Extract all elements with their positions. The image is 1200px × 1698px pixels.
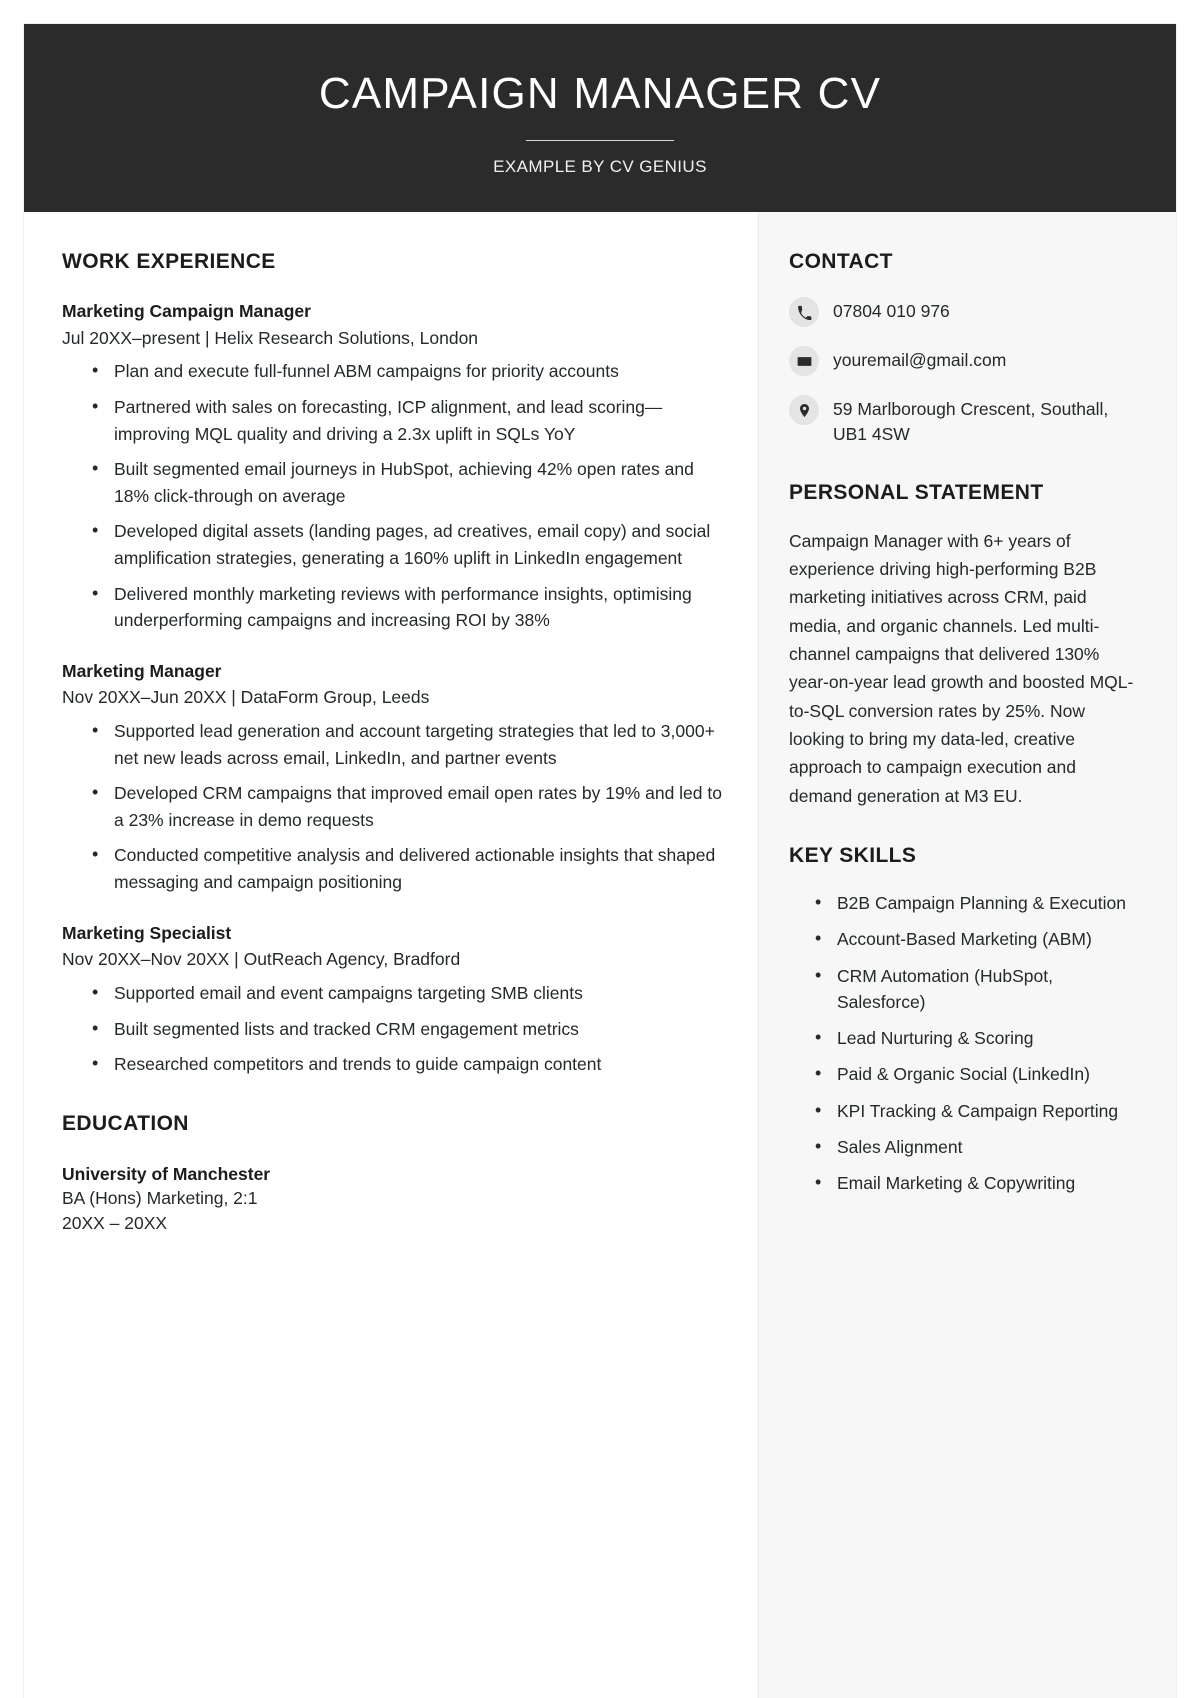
skill-item: • Account-Based Marketing (ABM)	[815, 926, 1142, 952]
key-skills-list	[789, 890, 1142, 1196]
header-divider	[526, 140, 674, 141]
cv-header	[24, 24, 1176, 212]
key-skills-section	[789, 844, 1142, 1196]
cv-document	[24, 24, 1176, 1698]
job-bullet: • Researched competitors and trends to guide campaign content	[92, 1051, 724, 1078]
job-meta: Jul 20XX–present | Helix Research Solutions, London	[62, 327, 479, 348]
skill-item: • Sales Alignment	[815, 1134, 1142, 1160]
skill-item: • Paid & Organic Social (LinkedIn)	[815, 1061, 1142, 1087]
contact-address-row	[789, 394, 1142, 447]
job-bullet: • Developed CRM campaigns that improved email open rates by 19% and led to a 23% increase in demo requests	[92, 780, 724, 833]
job-title: Marketing Manager	[62, 660, 222, 681]
contact-email-text[interactable]: youremail@gmail.com	[833, 350, 1007, 370]
personal-statement-title: PERSONAL STATEMENT	[789, 480, 1044, 504]
job-bullets	[62, 980, 724, 1078]
job-bullets	[62, 358, 724, 633]
job-meta: Nov 20XX–Jun 20XX | DataForm Group, Leeds	[62, 687, 430, 708]
education-dates: 20XX – 20XX	[62, 1212, 168, 1233]
personal-statement-section	[789, 481, 1142, 810]
contact-phone-row	[789, 296, 1142, 327]
phone-icon	[789, 297, 819, 327]
education-section	[62, 1112, 724, 1236]
key-skills-title: KEY SKILLS	[789, 844, 917, 868]
contact-email-row	[789, 345, 1142, 376]
job-title: Marketing Campaign Manager	[62, 301, 311, 321]
job-meta: Nov 20XX–Nov 20XX | OutReach Agency, Bradford	[62, 949, 461, 970]
job-title: Marketing Specialist	[62, 922, 232, 943]
main-column	[24, 212, 758, 1698]
skill-item: • Email Marketing & Copywriting	[815, 1170, 1142, 1196]
job-bullet: • Supported email and event campaigns targeting SMB clients	[92, 980, 724, 1007]
contact-title: CONTACT	[789, 250, 893, 273]
contact-address-text[interactable]: 59 Marlborough Crescent, Southall, UB1 4SW	[833, 399, 1109, 444]
job-bullet: • Plan and execute full-funnel ABM campaigns for priority accounts	[92, 358, 724, 385]
education-degree: BA (Hons) Marketing, 2:1	[62, 1188, 258, 1209]
sidebar-column	[758, 212, 1176, 1698]
job-bullet: • Conducted competitive analysis and delivered actionable insights that shaped messaging and campaign positioning	[92, 842, 724, 895]
contact-section	[789, 250, 1142, 447]
job-entry	[62, 660, 724, 896]
email-icon	[789, 346, 819, 376]
work-experience-section	[62, 250, 724, 1078]
job-bullet: • Delivered monthly marketing reviews with performance insights, optimising underperforming campaigns and increasing ROI by 38%	[92, 581, 724, 634]
personal-statement-text: Campaign Manager with 6+ years of experience driving high-performing B2B marketing initiatives across CRM, paid media, and organic channels. Led multi-channel campaigns that delivered 130% year-on-year lead growth and boosted MQL-to-SQL conversion rates by 25%. Now looking to bring my data-led, creative approach to campaign execution and demand generation at M3 EU.	[789, 530, 1134, 806]
education-title: EDUCATION	[62, 1111, 189, 1135]
skill-item: • CRM Automation (HubSpot, Salesforce)	[815, 963, 1142, 1016]
page-title: CAMPAIGN MANAGER CV	[318, 69, 882, 118]
cv-body	[24, 212, 1176, 1698]
skill-item: • Lead Nurturing & Scoring	[815, 1025, 1142, 1051]
education-entry	[62, 1162, 724, 1236]
job-bullet: • Built segmented email journeys in HubSpot, achieving 42% open rates and 18% click-through on average	[92, 456, 724, 509]
job-bullets	[62, 718, 724, 896]
header-subtitle: EXAMPLE BY CV GENIUS	[493, 157, 707, 177]
job-bullet: • Developed digital assets (landing pages, ad creatives, email copy) and social amplification strategies, generating a 160% uplift in LinkedIn engagement	[92, 518, 724, 571]
skill-item: • B2B Campaign Planning & Execution	[815, 890, 1142, 916]
job-bullet: • Built segmented lists and tracked CRM engagement metrics	[92, 1016, 724, 1043]
work-experience-title: WORK EXPERIENCE	[62, 250, 276, 273]
job-entry	[62, 922, 724, 1078]
contact-phone-text[interactable]: 07804 010 976	[833, 301, 950, 321]
job-entry	[62, 300, 724, 634]
skill-item: • KPI Tracking & Campaign Reporting	[815, 1098, 1142, 1124]
job-bullet: • Partnered with sales on forecasting, ICP alignment, and lead scoring—improving MQL quality and driving a 2.3x uplift in SQLs YoY	[92, 394, 724, 447]
job-bullet: • Supported lead generation and account targeting strategies that led to 3,000+ net new leads across email, LinkedIn, and partner events	[92, 718, 724, 771]
education-school: University of Manchester	[62, 1163, 271, 1184]
location-icon	[789, 395, 819, 425]
